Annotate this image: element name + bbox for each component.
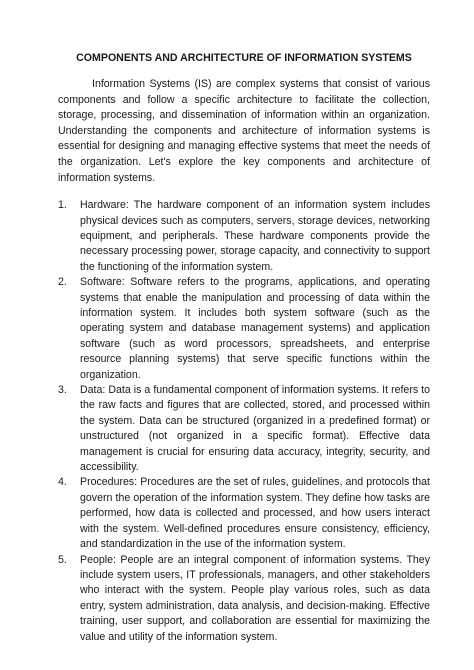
list-item-hardware	[58, 198, 430, 275]
list-item-text: Hardware: The hardware component of an information system includes physical devices such as computers, servers, storage devices, networking equipment, and peripherals. These hardware components provide the necessary processing power, storage capacity, and connectivity to support the functioning of the information system.	[80, 199, 430, 273]
list-item-procedures	[58, 475, 430, 552]
list-item-number: 3.	[58, 384, 67, 397]
list-item-text: People: People are an integral component of information systems. They include system users, IT professionals, managers, and other stakeholders who interact with the system. People play various roles, such as data entry, system administration, data analysis, and decision-making. Effective training, user support, and collaboration are essential for maximizing the value and utility of the information system.	[80, 553, 430, 643]
list-item-people	[58, 553, 430, 645]
list-item-text: Procedures: Procedures are the set of rules, guidelines, and protocols that govern the operation of the information system. They define how tasks are performed, how data is collected and processed, and how users interact with the system. Well-defined procedures ensure consistency, efficiency, and standardization in the use of the information system.	[80, 476, 430, 551]
list-item-text: Software: Software refers to the programs, applications, and operating systems that enable the manipulation and processing of data within the information system. It includes both system software (such as the operating system and database management systems) and application software (such as word processors, spreadsheets, and enterprise resource planning systems) that serve specific functions within the organization.	[80, 276, 430, 381]
list-item-number: 2.	[58, 276, 67, 289]
list-item-number: 4.	[58, 476, 67, 489]
list-item-text: Data: Data is a fundamental component of information systems. It refers to the raw facts and figures that are collected, stored, and processed within the system. Data can be structured (organized in a predefined format) or unstructured (not organized in a specific format). Effective data management is crucial for ensuring data accuracy, integrity, security, and accessibility.	[80, 384, 430, 474]
list-item-number: 1.	[58, 199, 67, 212]
list-item-number: 5.	[58, 553, 67, 566]
components-list	[58, 198, 430, 645]
list-item-data	[58, 383, 430, 475]
intro-paragraph: Information Systems (IS) are complex systems that consist of various components and follow a specific architecture to facilitate the collection, storage, processing, and dissemination of information within an organization. Understanding the components and architecture of information systems is essential for designing and managing effective systems that meet the needs of the organization. Let's explore the key components and architecture of information systems.	[58, 78, 430, 184]
document-title: COMPONENTS AND ARCHITECTURE OF INFORMATION SYSTEMS	[76, 52, 412, 64]
list-item-software	[58, 275, 430, 383]
